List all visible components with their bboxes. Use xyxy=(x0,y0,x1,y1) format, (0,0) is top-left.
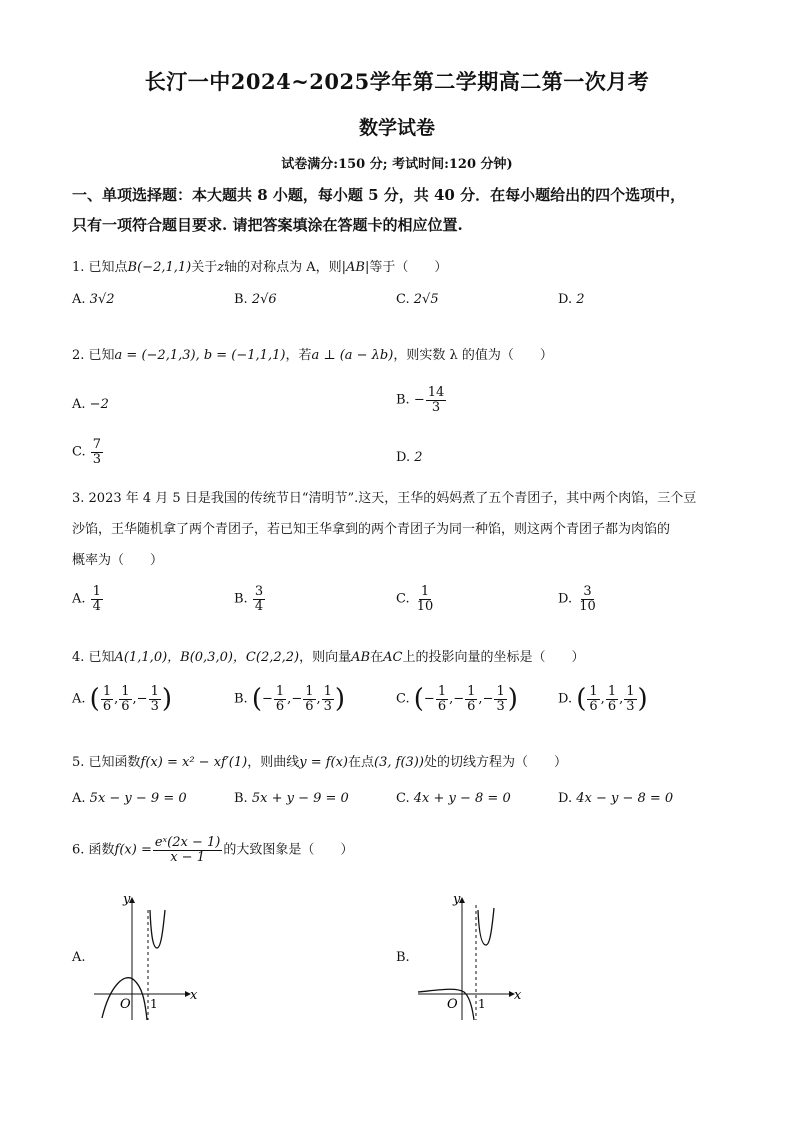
q4-vector-ac: AC xyxy=(383,650,403,665)
q5-function: f(x) = x² − xf′(1) xyxy=(140,755,248,770)
q4-option-a-term: $\frac{1}{6}$ xyxy=(121,683,130,714)
q2-option-a: A. −2 xyxy=(72,397,109,412)
q3-line2: 沙馅，王华随机拿了两个青团子，若已知王华拿到的两个青团子为同一种馅，则这两个青团子都为肉馅的 xyxy=(72,522,671,537)
section-heading-line2: 只有一项符合题目要求. 请把答案填涂在答题卡的相应位置. xyxy=(72,216,463,234)
q2-condition: a ⊥ (a − λb) xyxy=(311,348,394,363)
graph-a xyxy=(90,890,200,1025)
q5-point: (3, f(3)) xyxy=(374,755,424,770)
graph-a-curve-right xyxy=(150,910,165,948)
question-1 xyxy=(72,256,447,275)
q1-mid2: 轴的对称点为 A，则 xyxy=(224,260,342,275)
q4-vector-ab: AB xyxy=(351,650,371,665)
question-2: 2. 已知a = (−2,1,3), b = (−1,1,1)，若a ⊥ (a − λb)，则实数 λ 的值为（ ） xyxy=(72,348,553,363)
q4-option-b-term: $\frac{1}{6}$ xyxy=(275,683,285,714)
q4-option-a-label: A. xyxy=(72,691,90,707)
q2-vectors: a = (−2,1,3), b = (−1,1,1) xyxy=(114,348,286,363)
q5-option-c: C. 4x + y − 8 = 0 xyxy=(396,791,511,806)
q4-option-b: B. (− $\frac{1}{6}$ ,− $\frac{1}{6}$ , $\frac{1}{3}$ ) xyxy=(234,683,346,714)
q4-option-a-term: $\frac{1}{6}$ xyxy=(102,683,112,714)
q4-option-a-term: $\frac{1}{3}$ xyxy=(150,683,159,714)
q3-line3: 概率为（ ） xyxy=(72,553,164,568)
q3-option-c: C. $\frac{1}{10}$ xyxy=(396,584,434,614)
q4-option-d-label: D. xyxy=(558,691,577,707)
q5-option-b: B. 5x + y − 9 = 0 xyxy=(234,791,349,806)
graph-a-tick: 1 xyxy=(150,997,158,1011)
q4-option-d-term: $\frac{1}{6}$ xyxy=(607,683,617,714)
q4-option-d-term: $\frac{1}{3}$ xyxy=(626,683,635,714)
q1-option-b: B. 2√6 xyxy=(234,292,277,307)
q4-option-c-label: C. xyxy=(396,691,414,707)
q2-option-d: D. 2 xyxy=(396,450,423,465)
q1-suffix: 等于（ ） xyxy=(369,260,448,275)
graph-a-y-label: y xyxy=(123,892,131,907)
q4-option-b-label: B. xyxy=(234,691,252,707)
q4-option-d: D. ( $\frac{1}{6}$ , $\frac{1}{6}$ , $\frac{1}{3}$ ) xyxy=(558,683,648,714)
graph-b-origin: O xyxy=(447,997,458,1012)
q4-option-d-term: $\frac{1}{6}$ xyxy=(589,683,598,714)
question-5: 5. 已知函数f(x) = x² − xf′(1)，则曲线y = f(x)在点(3, f(3))处的切线方程为（ ） xyxy=(72,755,567,770)
q1-axis: z xyxy=(217,260,225,275)
question-4: 4. 已知A(1,1,0)，B(0,3,0)，C(2,2,2)，则向量AB在AC上的投影向量的坐标是（ ） xyxy=(72,650,585,665)
q4-option-c-term: $\frac{1}{3}$ xyxy=(496,683,505,714)
q1-option-a: A. 3√2 xyxy=(72,292,115,307)
q4-points: A(1,1,0)，B(0,3,0)，C(2,2,2) xyxy=(114,650,300,665)
question-6: 6. 函数f(x) = $\frac{\text{eˣ(2x − 1)}}{x - 1}$ 的大致图象是（ ） xyxy=(72,835,354,865)
q1-point: B(−2,1,1) xyxy=(127,260,192,275)
q4-option-c-term: $\frac{1}{6}$ xyxy=(467,683,476,714)
q4-option-b-term: $\frac{1}{3}$ xyxy=(323,683,332,714)
q3-line1: 3. 2023 年 4 月 5 日是我国的传统节日“清明节”.这天，王华的妈妈煮了五个青团子，其中两个肉馅，三个豆 xyxy=(72,491,697,506)
q1-prefix: 1. 已知点 xyxy=(72,260,128,275)
graph-b-y-label: y xyxy=(453,892,461,907)
q1-vector: |AB| xyxy=(341,260,370,275)
q4-option-c-term: $\frac{1}{6}$ xyxy=(437,683,447,714)
graph-b-label: B. xyxy=(396,950,410,965)
q5-curve: y = f(x) xyxy=(299,755,349,770)
q4-option-b-term: $\frac{1}{6}$ xyxy=(305,683,314,714)
graph-a-x-label: x xyxy=(190,988,198,1003)
q5-option-d: D. 4x − y − 8 = 0 xyxy=(558,791,674,806)
q2-option-b: B. − $\frac{14}{3}$ xyxy=(396,385,445,415)
q5-option-a: A. 5x − y − 9 = 0 xyxy=(72,791,187,806)
graph-b xyxy=(414,890,524,1025)
q3-option-d: D. $\frac{3}{10}$ xyxy=(558,584,596,614)
graph-b-x-label: x xyxy=(514,988,522,1003)
q3-option-b: B. $\frac{3}{4}$ xyxy=(234,584,264,614)
q4-option-a: A. ( $\frac{1}{6}$ , $\frac{1}{6}$ ,− $\frac{1}{3}$ ) xyxy=(72,683,172,714)
graph-b-curve-right xyxy=(478,908,494,945)
exam-title: 长汀一中2024~2025学年第二学期高二第一次月考 xyxy=(144,69,650,94)
q4-option-c: C. (− $\frac{1}{6}$ ,− $\frac{1}{6}$ ,− $\frac{1}{3}$ ) xyxy=(396,683,518,714)
exam-meta: 试卷满分:150 分; 考试时间:120 分钟) xyxy=(281,157,513,172)
graph-b-tick: 1 xyxy=(478,997,486,1011)
exam-subtitle: 数学试卷 xyxy=(358,117,435,139)
q1-mid1: 关于 xyxy=(191,260,218,275)
q1-option-d: D. 2 xyxy=(558,292,585,307)
q3-option-a: A. $\frac{1}{4}$ xyxy=(72,584,101,614)
graph-a-label: A. xyxy=(72,950,86,965)
q2-option-c: C. $\frac{7}{3}$ xyxy=(72,437,102,467)
q1-option-c: C. 2√5 xyxy=(396,292,439,307)
section-heading-line1: 一、单项选择题：本大题共 8 小题，每小题 5 分，共 40 分．在每小题给出的四个选项中， xyxy=(72,186,686,204)
graph-a-origin: O xyxy=(120,997,131,1012)
